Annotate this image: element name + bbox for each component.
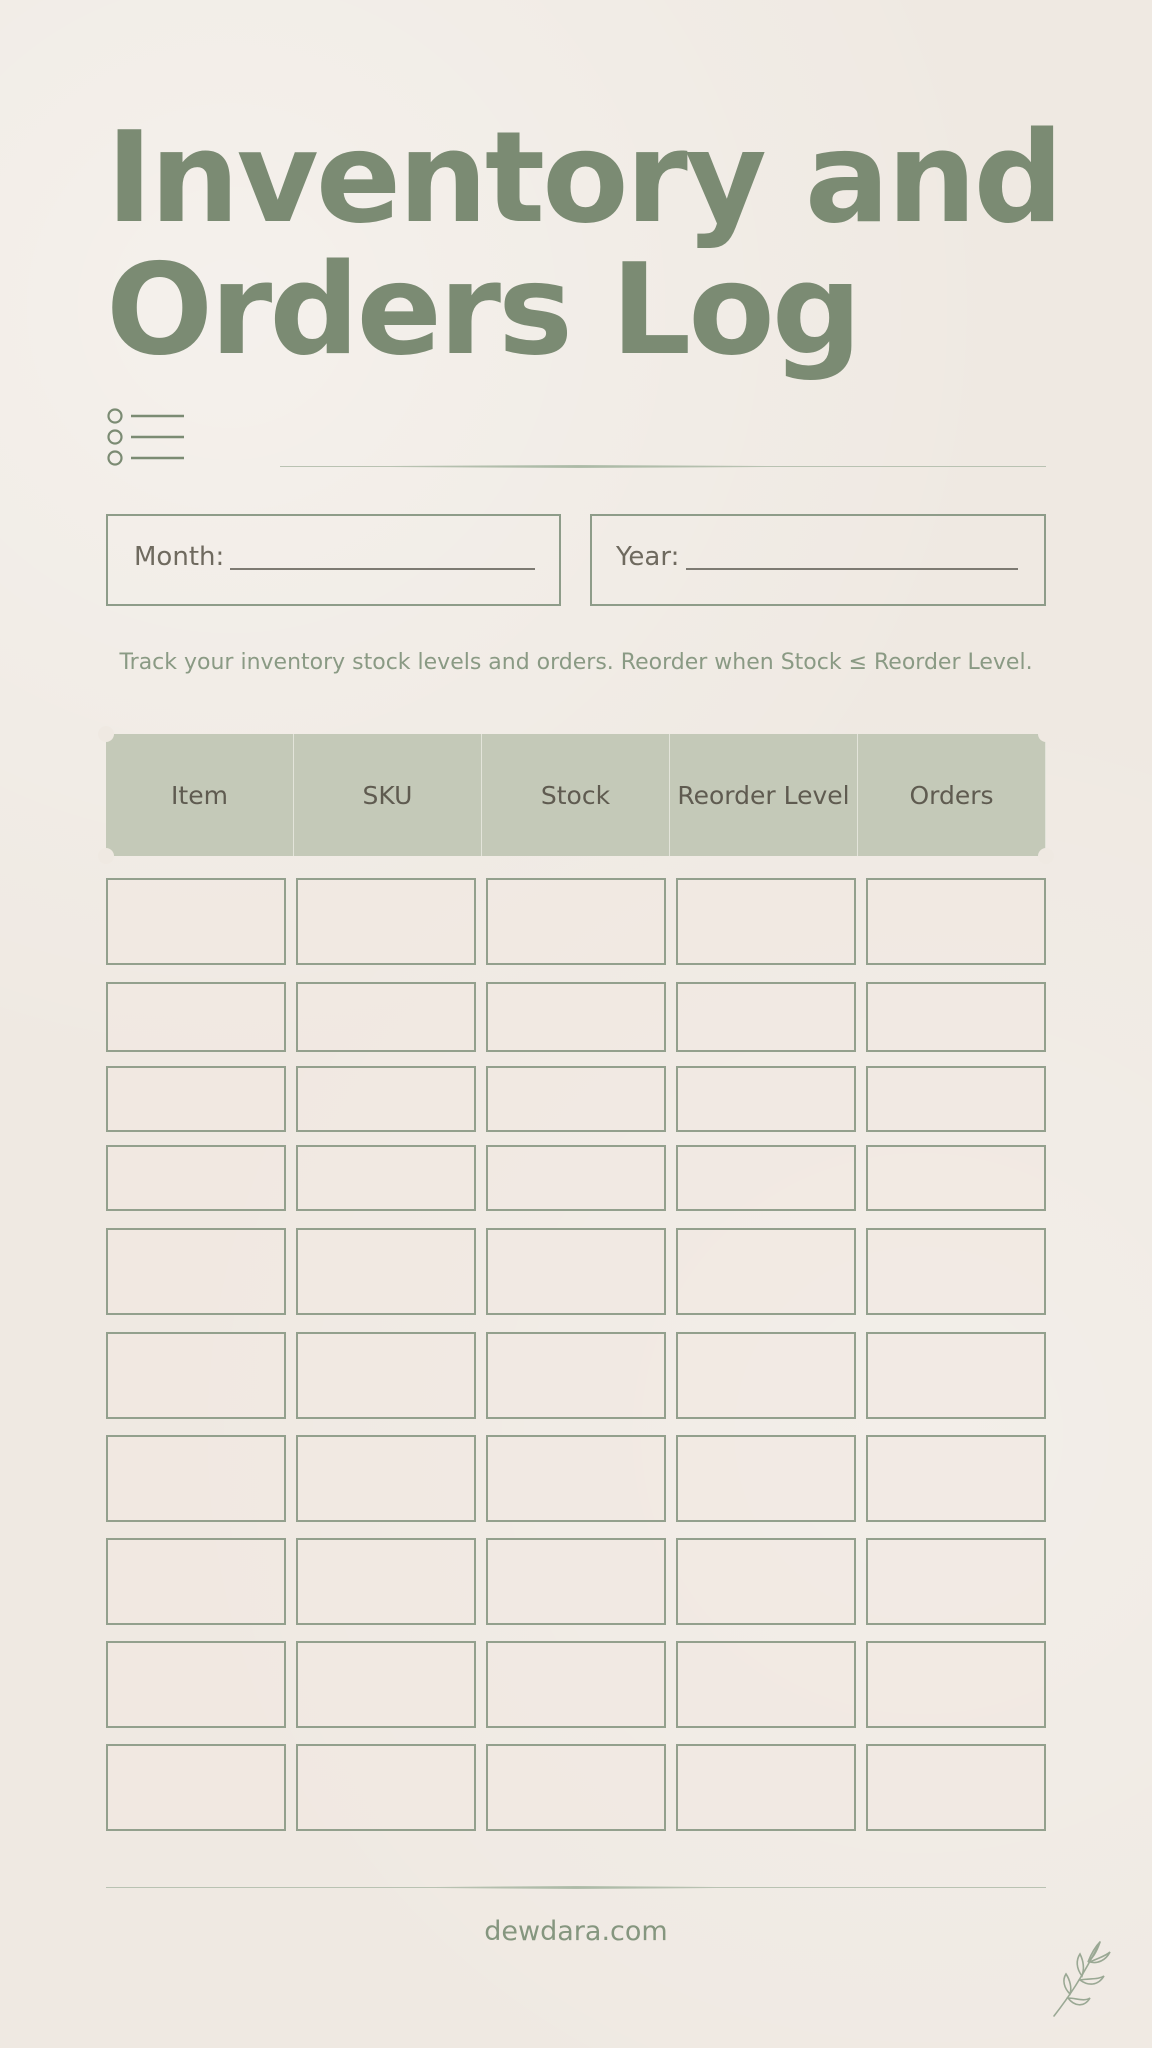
table-row [106, 982, 1046, 1052]
table-cell-stock[interactable] [486, 1332, 666, 1419]
table-cell-sku[interactable] [296, 1145, 476, 1211]
page-title [106, 104, 1066, 383]
table-cell-orders[interactable] [866, 1744, 1046, 1831]
column-header-sku: SKU [294, 734, 482, 856]
table-cell-stock[interactable] [486, 1228, 666, 1315]
table-cell-sku[interactable] [296, 1538, 476, 1625]
table-row [106, 1641, 1046, 1728]
title-line-1: Inventory and [106, 104, 1061, 251]
title-divider [280, 466, 1046, 467]
table-cell-stock[interactable] [486, 1538, 666, 1625]
table-cell-sku[interactable] [296, 982, 476, 1052]
table-row [106, 1435, 1046, 1522]
table-cell-reorder-level[interactable] [676, 1641, 856, 1728]
leaf-sprig-icon [1046, 1932, 1116, 2022]
table-cell-sku[interactable] [296, 1435, 476, 1522]
instructions-text: Track your inventory stock levels and orders. Reorder when Stock ≤ Reorder Level. [119, 650, 1033, 675]
table-cell-orders[interactable] [866, 1228, 1046, 1315]
list-icon [106, 408, 186, 468]
table-cell-orders[interactable] [866, 1066, 1046, 1132]
table-cell-item[interactable] [106, 1435, 286, 1522]
year-write-line[interactable] [686, 568, 1018, 570]
header-notch [1038, 848, 1054, 864]
table-row [106, 878, 1046, 965]
table-cell-item[interactable] [106, 1538, 286, 1625]
table-row [106, 1538, 1046, 1625]
month-field[interactable] [106, 514, 561, 606]
table-cell-item[interactable] [106, 878, 286, 965]
table-cell-reorder-level[interactable] [676, 878, 856, 965]
column-header-reorder-level: Reorder Level [670, 734, 858, 856]
table-cell-sku[interactable] [296, 1066, 476, 1132]
column-header-item: Item [106, 734, 294, 856]
month-label: Month: [134, 542, 225, 572]
table-cell-sku[interactable] [296, 1332, 476, 1419]
table-cell-item[interactable] [106, 982, 286, 1052]
table-row [106, 1228, 1046, 1315]
table-cell-sku[interactable] [296, 878, 476, 965]
month-write-line[interactable] [230, 568, 535, 570]
table-cell-item[interactable] [106, 1066, 286, 1132]
table-cell-orders[interactable] [866, 878, 1046, 965]
table-cell-stock[interactable] [486, 878, 666, 965]
header-notch [98, 848, 114, 864]
table-cell-stock[interactable] [486, 1435, 666, 1522]
table-cell-stock[interactable] [486, 1066, 666, 1132]
table-cell-sku[interactable] [296, 1228, 476, 1315]
column-header-stock: Stock [482, 734, 670, 856]
table-row [106, 1145, 1046, 1211]
table-cell-item[interactable] [106, 1145, 286, 1211]
table-cell-stock[interactable] [486, 982, 666, 1052]
table-row [106, 1066, 1046, 1132]
title-line-2: Orders Log [106, 236, 859, 383]
table-cell-reorder-level[interactable] [676, 1744, 856, 1831]
table-cell-stock[interactable] [486, 1145, 666, 1211]
table-row [106, 1332, 1046, 1419]
table-cell-reorder-level[interactable] [676, 1332, 856, 1419]
table-cell-stock[interactable] [486, 1744, 666, 1831]
table-cell-orders[interactable] [866, 1332, 1046, 1419]
table-cell-sku[interactable] [296, 1641, 476, 1728]
table-cell-sku[interactable] [296, 1744, 476, 1831]
table-cell-reorder-level[interactable] [676, 982, 856, 1052]
table-cell-reorder-level[interactable] [676, 1538, 856, 1625]
table-cell-reorder-level[interactable] [676, 1435, 856, 1522]
table-header [106, 734, 1046, 856]
table-cell-item[interactable] [106, 1744, 286, 1831]
table-cell-orders[interactable] [866, 1538, 1046, 1625]
table-cell-item[interactable] [106, 1332, 286, 1419]
table-cell-reorder-level[interactable] [676, 1228, 856, 1315]
footer-divider [106, 1887, 1046, 1888]
table-cell-item[interactable] [106, 1641, 286, 1728]
table-cell-orders[interactable] [866, 1435, 1046, 1522]
footer-site: dewdara.com [484, 1916, 668, 1947]
table-cell-orders[interactable] [866, 1145, 1046, 1211]
table-row [106, 1744, 1046, 1831]
table-cell-orders[interactable] [866, 982, 1046, 1052]
column-header-orders: Orders [858, 734, 1046, 856]
table-cell-item[interactable] [106, 1228, 286, 1315]
table-cell-reorder-level[interactable] [676, 1145, 856, 1211]
table-cell-reorder-level[interactable] [676, 1066, 856, 1132]
table-cell-stock[interactable] [486, 1641, 666, 1728]
year-field[interactable] [590, 514, 1046, 606]
year-label: Year: [616, 542, 680, 572]
table-cell-orders[interactable] [866, 1641, 1046, 1728]
